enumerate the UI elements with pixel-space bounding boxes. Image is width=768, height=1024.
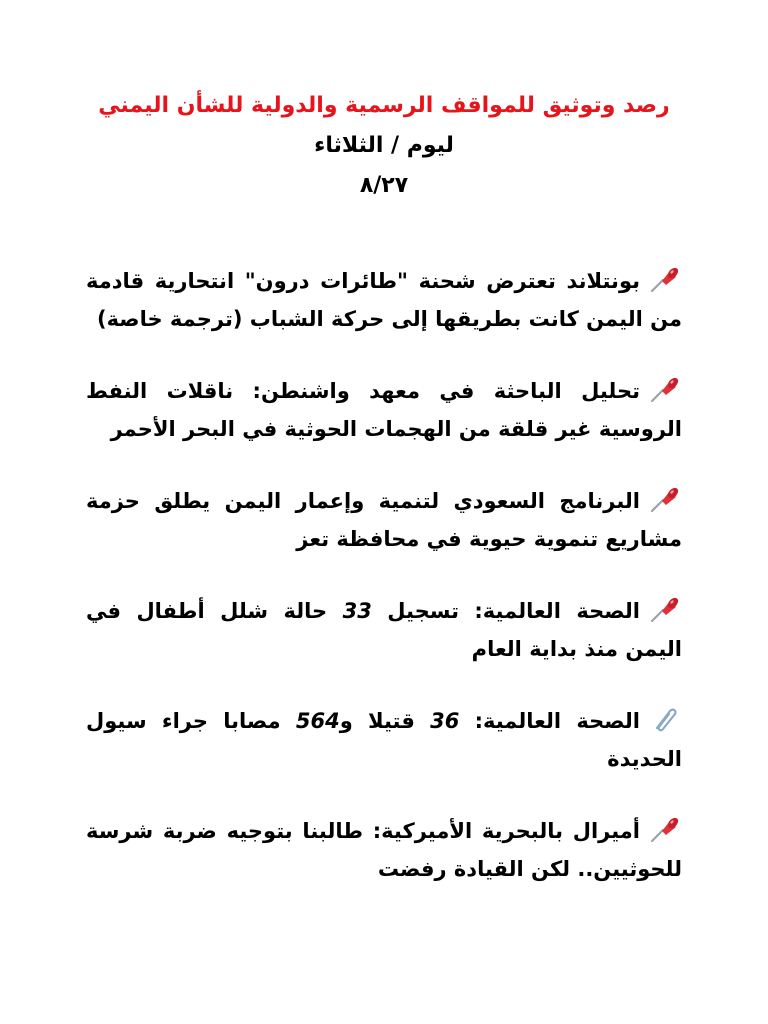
news-list	[86, 262, 682, 922]
news-item-text-start: الصحة العالمية:	[459, 709, 640, 733]
news-item	[86, 482, 682, 558]
news-item-text: أميرال بالبحرية الأميركية: طالبنا بتوجيه ضربة شرسة للحوثيين.. لكن القيادة رفضت	[86, 819, 682, 881]
news-item-text: بونتلاند تعترض شحنة "طائرات درون" انتحارية قادمة من اليمن كانت بطريقها إلى حركة الشباب (ترجمة خاصة)	[86, 269, 682, 331]
page-title: رصد وتوثيق للمواقف الرسمية والدولية للشأن اليمني	[98, 93, 670, 118]
pushpin-icon	[648, 814, 682, 844]
pushpin-icon	[648, 594, 682, 624]
news-item-text-middle: قتيلا و	[339, 709, 431, 733]
pushpin-icon	[648, 264, 682, 294]
news-item	[86, 702, 682, 778]
news-item-text: البرنامج السعودي لتنمية وإعمار اليمن يطلق حزمة مشاريع تنموية حيوية في محافظة تعز	[86, 489, 682, 551]
case-count: 33	[342, 599, 372, 623]
day-label: ليوم / الثلاثاء	[314, 133, 454, 158]
header	[60, 86, 708, 206]
news-item-text: تحليل الباحثة في معهد واشنطن: ناقلات النفط الروسية غير قلقة من الهجمات الحوثية في البحر الأحمر	[86, 379, 682, 441]
news-item-text-end: مصابا جراء سيول الحديدة	[86, 709, 682, 771]
injured-count: 564	[295, 709, 340, 733]
news-item-text-end: حالة شلل أطفال في اليمن منذ بداية العام	[86, 599, 682, 661]
paperclip-icon	[648, 704, 682, 734]
news-item	[86, 812, 682, 888]
pushpin-icon	[648, 484, 682, 514]
news-item	[86, 592, 682, 668]
news-item	[86, 262, 682, 338]
date-label: ٨/٢٧	[359, 173, 409, 198]
death-count: 36	[430, 709, 460, 733]
news-item	[86, 372, 682, 448]
pushpin-icon	[648, 374, 682, 404]
news-item-text-start: الصحة العالمية: تسجيل	[371, 599, 640, 623]
